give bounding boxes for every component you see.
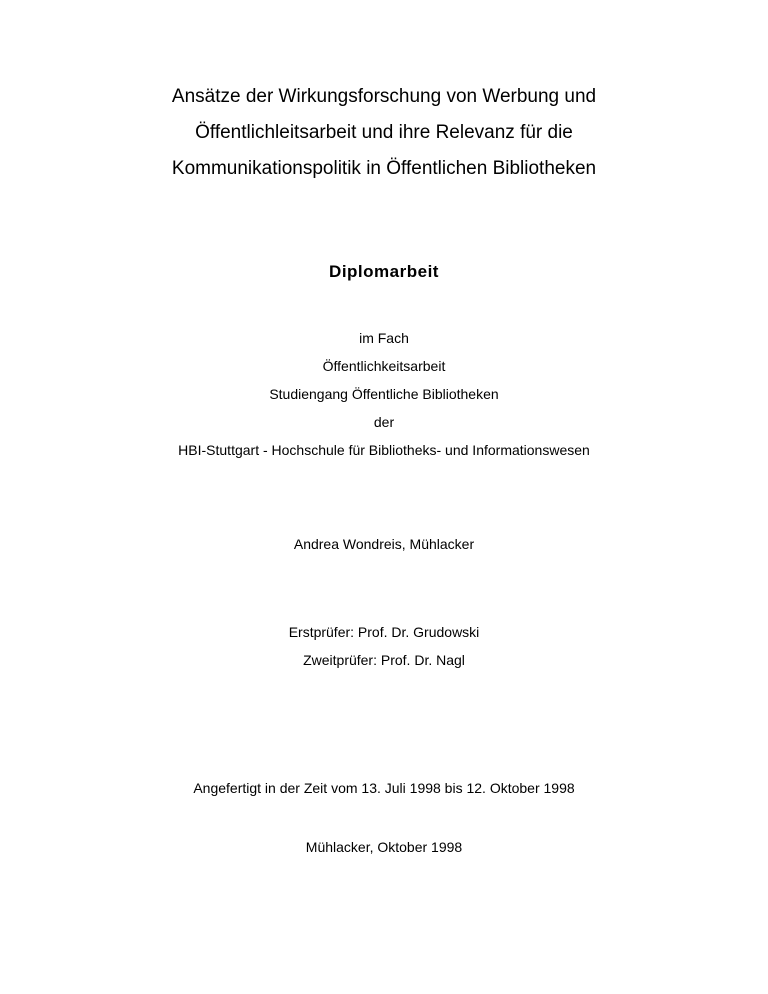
- second-examiner: Zweitprüfer: Prof. Dr. Nagl: [303, 652, 465, 668]
- author-line: Andrea Wondreis, Mühlacker: [293, 536, 475, 552]
- thesis-title-line-3: Kommunikationspolitik in Öffentlichen Bibliotheken: [171, 158, 597, 179]
- thesis-title-line-1: Ansätze der Wirkungsforschung von Werbung und: [171, 86, 597, 107]
- first-examiner: Erstprüfer: Prof. Dr. Grudowski: [288, 624, 480, 640]
- work-period: Angefertigt in der Zeit vom 13. Juli 1998 bis 12. Oktober 1998: [193, 780, 575, 796]
- institution-connector: der: [373, 414, 395, 430]
- document-type-heading: Diplomarbeit: [329, 262, 439, 281]
- subject-prefix: im Fach: [359, 330, 409, 346]
- place-date: Mühlacker, Oktober 1998: [305, 839, 463, 855]
- thesis-title-line-2: Öffentlichleitsarbeit und ihre Relevanz für die: [195, 122, 573, 143]
- study-program: Studiengang Öffentliche Bibliotheken: [269, 386, 499, 402]
- institution-name: HBI-Stuttgart - Hochschule für Bibliotheks- und Informationswesen: [178, 442, 590, 458]
- subject-name: Öffentlichkeitsarbeit: [322, 358, 446, 374]
